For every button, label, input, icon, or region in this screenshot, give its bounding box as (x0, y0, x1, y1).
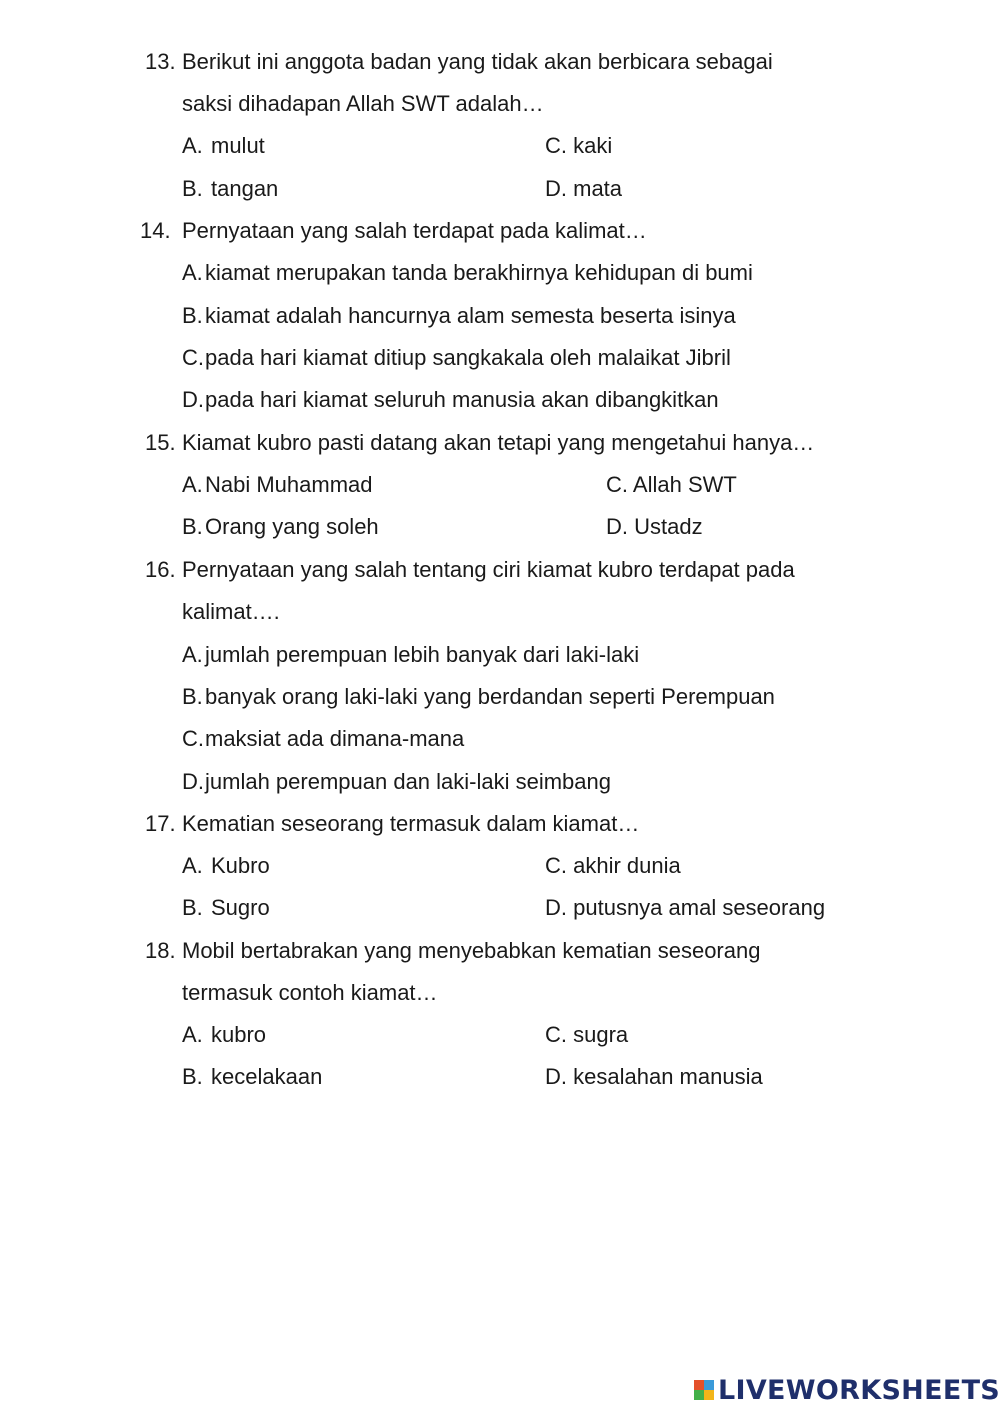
option-text: kecelakaan (211, 1064, 323, 1089)
option-text: Nabi Muhammad (205, 472, 373, 497)
option-key: D. (545, 176, 567, 201)
option-key: A. (182, 133, 203, 158)
option-text: mata (573, 176, 623, 201)
option-text: mulut (211, 133, 265, 158)
logo-mark-square (694, 1390, 704, 1400)
option-key: B. (182, 895, 203, 920)
option-key: C. (182, 726, 204, 751)
question-text-continued: termasuk contoh kiamat… (182, 980, 438, 1005)
logo-text: LIVEWORKSHEETS (718, 1374, 1000, 1406)
option-text: jumlah perempuan dan laki-laki seimbang (205, 769, 612, 794)
option-text: Sugro (211, 895, 270, 920)
logo-mark-square (694, 1380, 704, 1390)
liveworksheets-logo (694, 1374, 1000, 1406)
option-text: Ustadz (634, 514, 703, 539)
option-d (545, 174, 622, 204)
option-d (606, 512, 703, 542)
option-text: Allah SWT (632, 472, 737, 497)
logo-mark-square (704, 1380, 714, 1390)
option-d (545, 1062, 763, 1092)
option-key: C. (606, 472, 628, 497)
option-key: D. (545, 895, 567, 920)
option-key: D. (182, 387, 204, 412)
question-text: Kiamat kubro pasti datang akan tetapi yang mengetahui hanya… (182, 430, 815, 455)
option-d (545, 893, 825, 923)
option-text: Orang yang soleh (205, 514, 379, 539)
option-key: D. (606, 514, 628, 539)
option-c (606, 470, 737, 500)
question-text: Pernyataan yang salah terdapat pada kalimat… (182, 218, 647, 243)
option-text: banyak orang laki-laki yang berdandan seperti Perempuan (205, 684, 775, 709)
question-text-continued: kalimat…. (182, 599, 280, 624)
option-key: A. (182, 642, 203, 667)
option-key: A. (182, 472, 203, 497)
logo-mark-square (704, 1390, 714, 1400)
option-text: kubro (211, 1022, 267, 1047)
question-text: Mobil bertabrakan yang menyebabkan kematian seseorang (182, 938, 761, 963)
option-key: B. (182, 514, 203, 539)
question-number: 14. (140, 218, 171, 243)
question-text: Kematian seseorang termasuk dalam kiamat… (182, 811, 640, 836)
question-number: 17. (145, 811, 176, 836)
question-number: 13. (145, 49, 176, 74)
option-key: A. (182, 260, 203, 285)
question-text-continued: saksi dihadapan Allah SWT adalah… (182, 91, 544, 116)
option-c (545, 131, 612, 161)
option-text: pada hari kiamat ditiup sangkakala oleh malaikat Jibril (205, 345, 731, 370)
option-text: kiamat merupakan tanda berakhirnya kehidupan di bumi (205, 260, 753, 285)
option-key: B. (182, 176, 203, 201)
option-text: maksiat ada dimana-mana (205, 726, 465, 751)
option-c (545, 851, 681, 881)
option-text: pada hari kiamat seluruh manusia akan dibangkitkan (205, 387, 719, 412)
option-key: A. (182, 1022, 203, 1047)
question-text: Berikut ini anggota badan yang tidak akan berbicara sebagai (182, 49, 773, 74)
option-text: Kubro (211, 853, 270, 878)
logo-mark-icon (694, 1380, 714, 1400)
option-text: tangan (211, 176, 279, 201)
option-text: jumlah perempuan lebih banyak dari laki-laki (205, 642, 640, 667)
question-text: Pernyataan yang salah tentang ciri kiamat kubro terdapat pada (182, 557, 795, 582)
option-key: B. (182, 303, 203, 328)
option-text: kesalahan manusia (573, 1064, 763, 1089)
option-key: D. (545, 1064, 567, 1089)
question-number: 15. (145, 430, 176, 455)
option-key: B. (182, 1064, 203, 1089)
option-text: putusnya amal seseorang (573, 895, 826, 920)
option-key: C. (545, 1022, 567, 1047)
option-text: kaki (573, 133, 613, 158)
option-key: C. (545, 133, 567, 158)
option-key: D. (182, 769, 204, 794)
option-text: kiamat adalah hancurnya alam semesta beserta isinya (205, 303, 736, 328)
option-key: C. (182, 345, 204, 370)
question-number: 18. (145, 938, 176, 963)
option-key: A. (182, 853, 203, 878)
option-key: B. (182, 684, 203, 709)
option-c (545, 1020, 628, 1050)
question-number: 16. (145, 557, 176, 582)
option-text: akhir dunia (573, 853, 681, 878)
option-key: C. (545, 853, 567, 878)
option-text: sugra (573, 1022, 629, 1047)
